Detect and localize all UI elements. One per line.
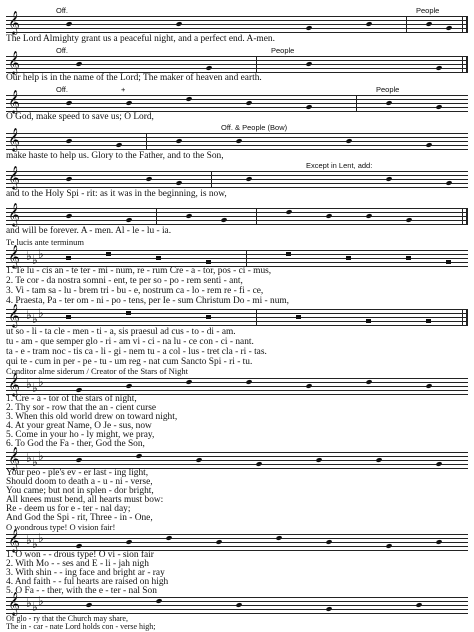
note (305, 25, 312, 31)
note (65, 138, 72, 144)
note (235, 138, 242, 144)
hymn2-line1-v1: 1. Cre - a - tor of the stars of night, (6, 394, 137, 404)
flat-icon: ♭ (26, 377, 32, 391)
note (415, 602, 422, 608)
end-barline (462, 309, 468, 325)
note (106, 252, 111, 256)
note (275, 535, 282, 541)
versicle-lyric-6: and will be forever. A - men. Al - le - lu - ia. (6, 226, 172, 236)
hymn-title-o-wondrous-type: O wondrous type! O vision fair! (6, 522, 116, 532)
note (245, 100, 252, 106)
note (65, 21, 72, 27)
note (115, 142, 122, 148)
note (75, 457, 82, 463)
note (435, 539, 442, 545)
end-barline (462, 208, 468, 224)
note (366, 319, 371, 323)
hymn2-line2-v5: Re - deem us for e - ter - nal day; (6, 504, 131, 514)
versicle-lyric-1: The Lord Almighty grant us a peaceful night, and a perfect end. A-men. (6, 34, 275, 44)
flat-icon: ♭ (32, 600, 38, 614)
note (435, 65, 442, 71)
hymn1-verse-4-end: qui te - cum in per - pe - tu - um reg - nat cum Sancto Spi - ri - tu. (6, 357, 253, 367)
hymn2-line2-v1: Your peo - ple's ev - er last - ing light, (6, 468, 149, 478)
note-except-in-lent: Except in Lent, add: (306, 161, 373, 170)
hymn2-line2-v4: All knees must bend, all hearts must bow: (6, 495, 164, 505)
treble-clef-icon: 𝄞 (8, 91, 20, 113)
barline (406, 16, 407, 32)
note (385, 543, 392, 549)
note (206, 315, 211, 319)
note (365, 21, 372, 27)
treble-clef-icon: 𝄞 (8, 448, 20, 470)
note (325, 539, 332, 545)
hymn2-line1-v5: 5. Come in your ho - ly might, we pray, (6, 430, 155, 440)
note (425, 383, 432, 389)
barline (256, 56, 257, 72)
note (296, 315, 301, 319)
flat-icon: ♭ (38, 306, 44, 320)
mark-people: People (376, 85, 400, 94)
versicle-lyric-4: make haste to help us. Glory to the Father, and to the Son, (6, 151, 224, 161)
note (406, 256, 411, 260)
note (206, 260, 211, 264)
note (245, 379, 252, 385)
flat-icon: ♭ (38, 594, 44, 608)
end-barline (462, 16, 468, 32)
flat-icon: ♭ (38, 449, 44, 463)
note (125, 539, 132, 545)
note (75, 387, 82, 393)
note (65, 213, 72, 219)
hymn3-line1-v3: 3. With shin - - ing face and bright ar - ray (6, 568, 165, 578)
note (135, 453, 142, 459)
note (185, 96, 192, 102)
hymn1-verse-1-end: ut so - li - ta cle - men - ti - a, sis praesul ad cus - to - di - am. (6, 327, 236, 337)
flat-icon: ♭ (26, 451, 32, 465)
note (345, 138, 352, 144)
hymn-title-te-lucis: Te lucis ante terminum (6, 237, 85, 247)
note (435, 104, 442, 110)
versicle-lyric-3: O God, make speed to save us; O Lord, (6, 112, 154, 122)
treble-clef-icon: 𝄞 (8, 12, 20, 34)
note (385, 100, 392, 106)
hymn-title-conditor: Conditor alme siderum / Creator of the Stars of Night (6, 366, 189, 376)
flat-icon: ♭ (26, 596, 32, 610)
note (215, 539, 222, 545)
note (375, 457, 382, 463)
flat-icon: ♭ (32, 253, 38, 267)
flat-icon: ♭ (32, 312, 38, 326)
note (75, 61, 82, 67)
mark-people: People (416, 6, 440, 15)
note (405, 217, 412, 223)
staff-12 (6, 593, 468, 615)
hymn1-verse-4: 4. Praesta, Pa - ter om - ni - po - tens, per Ie - sum Christum Do - mi - num, (6, 296, 290, 306)
mark-officiant: Off. (56, 85, 68, 94)
note (445, 25, 452, 31)
mark-officiant-and-people: Off. & People (Bow) (221, 123, 288, 132)
mark-people: People (271, 46, 295, 55)
note (65, 176, 72, 182)
hymn2-line1-v3: 3. When this old world drew on toward night, (6, 412, 178, 422)
barline (246, 250, 247, 266)
note (175, 21, 182, 27)
note (185, 213, 192, 219)
note (445, 180, 452, 186)
hymn2-line2-v3: You came; but not in splen - dor bright, (6, 486, 154, 496)
note (305, 104, 312, 110)
treble-clef-icon: 𝄞 (8, 204, 20, 226)
note (315, 457, 322, 463)
note (255, 461, 262, 467)
note (155, 598, 162, 604)
barline (146, 133, 147, 149)
hymn2-line1-v6: 6. To God the Fa - ther, God the Son, (6, 439, 145, 449)
hymn1-verse-1: 1. Te lu - cis an - te ter - mi - num, re - rum Cre - a - tor, pos - ci - mus, (6, 266, 272, 276)
note (75, 543, 82, 549)
note (305, 61, 312, 67)
hymn1-verse-3: 3. Vi - tam sa - lu - brem tri - bu - e, nostrum ca - lo - rem re - fi - ce, (6, 286, 264, 296)
note (175, 180, 182, 186)
flat-icon: ♭ (26, 308, 32, 322)
hymn2-line1-v2: 2. Thy sor - row that the an - cient curse (6, 403, 157, 413)
note (425, 21, 432, 27)
note (185, 379, 192, 385)
note (385, 176, 392, 182)
treble-clef-icon: 𝄞 (8, 246, 20, 268)
note (346, 256, 351, 260)
treble-clef-icon: 𝄞 (8, 52, 20, 74)
hymn3-line2-v2: The in - car - nate Lord holds con - verse high; (6, 622, 156, 631)
hymn1-verse-3-end: ta - e - tram noc - tis ca - li - gi - nem tu - a col - lus - tret cla - ri - tas. (6, 347, 267, 357)
treble-clef-icon: 𝄞 (8, 129, 20, 151)
hymn3-line1-v1: 1. O won - - drous type! O vi - sion fair (6, 550, 154, 560)
flat-icon: ♭ (32, 455, 38, 469)
hymn2-line1-v4: 4. At your great Name, O Je - sus, now (6, 421, 152, 431)
hymn3-line1-v5: 5. O Fa - - ther, with the e - ter - nal Son (6, 586, 157, 596)
hymn2-line2-v2: Should doom to death a - u - ni - verse, (6, 477, 153, 487)
treble-clef-icon: 𝄞 (8, 167, 20, 189)
note (425, 142, 432, 148)
note (125, 100, 132, 106)
note (66, 315, 71, 319)
treble-clef-icon: 𝄞 (8, 593, 20, 615)
note (245, 176, 252, 182)
note (175, 138, 182, 144)
end-barline (462, 56, 468, 72)
hymn1-verse-2: 2. Te cor - da nostra somni - ent, te per so - po - rem senti - ant, (6, 276, 243, 286)
flat-icon: ♭ (26, 533, 32, 547)
note (126, 311, 131, 315)
note (435, 461, 442, 467)
hymn1-verse-2-end: tu - am - que semper glo - ri - am vi - ci - na lu - ce con - ci - nant. (6, 337, 254, 347)
versicle-lyric-2: Our help is in the name of the Lord; The maker of heaven and earth. (6, 73, 262, 83)
barline (211, 171, 212, 187)
note (195, 457, 202, 463)
note (305, 383, 312, 389)
note (165, 535, 172, 541)
flat-icon: ♭ (38, 375, 44, 389)
barline (256, 309, 257, 325)
note (66, 256, 71, 260)
note (285, 209, 292, 215)
hymn3-line2-v1: Of glo - ry that the Church may share, (6, 614, 128, 623)
note (205, 65, 212, 71)
note (286, 252, 291, 256)
hymn3-line1-v2: 2. With Mo - - ses and E - li - jah nigh (6, 559, 149, 569)
note (325, 606, 332, 612)
barline (356, 95, 357, 111)
note (365, 379, 372, 385)
sign-of-cross-mark: + (121, 85, 126, 94)
note (85, 602, 92, 608)
treble-clef-icon: 𝄞 (8, 530, 20, 552)
hymn2-line2-v6: And God the Spi - rit, Three - in - One, (6, 513, 153, 523)
note (65, 100, 72, 106)
note (446, 260, 451, 264)
note (156, 256, 161, 260)
note (220, 217, 227, 223)
flat-icon: ♭ (26, 249, 32, 263)
note (125, 217, 132, 223)
barline (156, 208, 157, 224)
note (365, 213, 372, 219)
mark-officiant: Off. (56, 6, 68, 15)
note (325, 213, 332, 219)
flat-icon: ♭ (38, 247, 44, 261)
note (235, 602, 242, 608)
flat-icon: ♭ (38, 531, 44, 545)
note (125, 383, 132, 389)
versicle-lyric-5: and to the Holy Spi - rit: as it was in the beginning, is now, (6, 189, 227, 199)
treble-clef-icon: 𝄞 (8, 305, 20, 327)
flat-icon: ♭ (32, 381, 38, 395)
note (426, 319, 431, 323)
flat-icon: ♭ (32, 537, 38, 551)
hymn3-line1-v4: 4. And faith - - ful hearts are raised on high (6, 577, 169, 587)
mark-officiant: Off. (56, 46, 68, 55)
barline (256, 208, 257, 224)
treble-clef-icon: 𝄞 (8, 374, 20, 396)
note (145, 176, 152, 182)
